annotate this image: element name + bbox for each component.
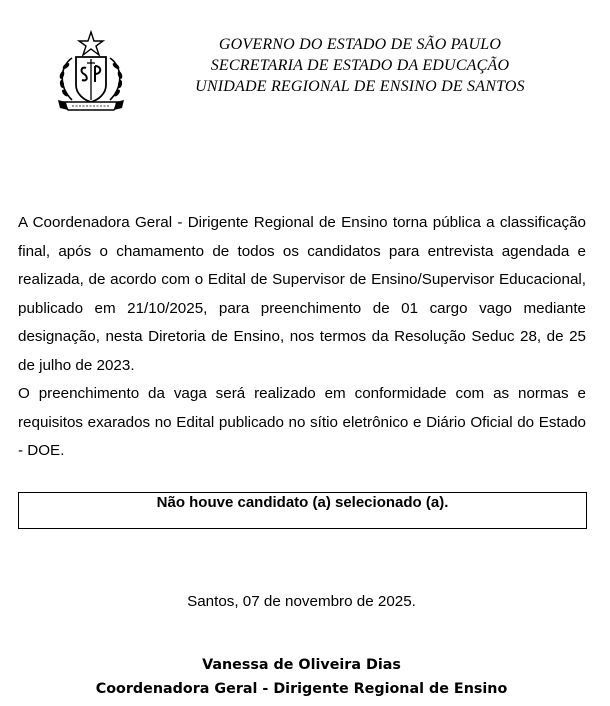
announcement-body bbox=[18, 209, 586, 466]
signatory-title: Coordenadora Geral - Dirigente Regional de Ensino bbox=[95, 681, 508, 697]
sao-paulo-state-coat-of-arms-icon bbox=[50, 30, 132, 114]
signatory-name: Vanessa de Oliveira Dias bbox=[202, 657, 401, 673]
signature-block bbox=[0, 653, 603, 701]
result-notice-box bbox=[18, 492, 587, 529]
header-government: GOVERNO DO ESTADO DE SÃO PAULO bbox=[218, 36, 502, 53]
announcement-paragraph-2: O preenchimento da vaga será realizado em conformidade com as normas e requisitos exarados no Edital publicado no sítio eletrônico e Diário Oficial do Estado - DOE. bbox=[18, 385, 586, 459]
announcement-paragraph-1: A Coordenadora Geral - Dirigente Regional de Ensino torna pública a classificação final, após o chamamento de todos os candidatos para entrevista agendada e realizada, de acordo com o Edital de Supervisor de Ensino/Supervisor Educacional, publicado em 21/10/2025, para preenchimento de 01 cargo vago mediante designação, nesta Diretoria de Ensino, nos termos da Resolução Seduc 28, de 25 de julho de 2023. bbox=[18, 214, 586, 374]
place-and-date: Santos, 07 de novembro de 2025. bbox=[187, 593, 416, 610]
header-secretariat: SECRETARIA DE ESTADO DA EDUCAÇÃO bbox=[210, 57, 510, 74]
result-notice-text: Não houve candidato (a) selecionado (a). bbox=[156, 494, 449, 511]
header-regional-unit: UNIDADE REGIONAL DE ENSINO DE SANTOS bbox=[195, 78, 525, 95]
document-header bbox=[160, 34, 560, 97]
